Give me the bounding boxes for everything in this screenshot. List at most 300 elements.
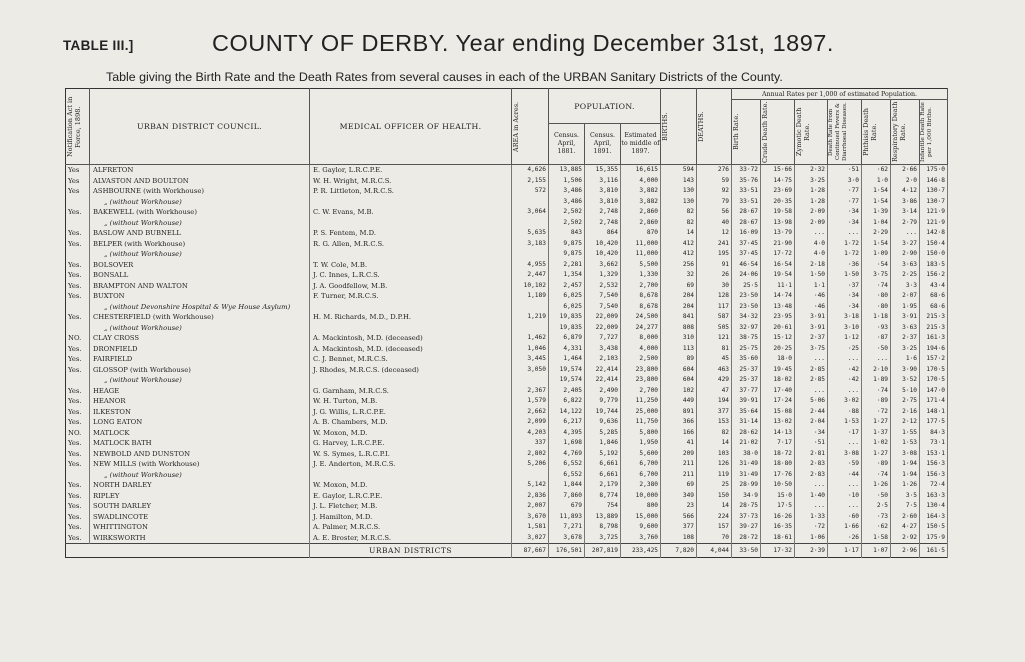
estimated-population: 2,700 <box>621 281 661 292</box>
district-name: „ (without Workhouse) <box>90 470 310 481</box>
area-acres: 5,206 <box>512 459 549 470</box>
estimated-population: 6,700 <box>621 459 661 470</box>
col-crude-death-rate: Crude Death Rate. <box>761 100 795 165</box>
infantile-rate: 215·3 <box>920 323 948 334</box>
census-1891: 9,636 <box>585 417 621 428</box>
infantile-rate: 171·4 <box>920 396 948 407</box>
phthisis-rate: ·50 <box>862 491 891 502</box>
birth-rate: 25·37 <box>732 365 761 376</box>
col-estimated-1897: Estimated to middle of 1897. <box>621 124 661 165</box>
col-respiratory-death-rate: Respiratory Death Rate. <box>891 100 920 165</box>
phthisis-rate: ·74 <box>862 281 891 292</box>
crude-death-rate: 19·58 <box>761 207 795 218</box>
phthisis-rate: 1·26 <box>862 480 891 491</box>
phthisis-rate: ·62 <box>862 522 891 533</box>
table-row <box>66 491 948 502</box>
infantile-rate: 68·6 <box>920 302 948 313</box>
notification-cell <box>66 302 90 313</box>
table-row <box>66 449 948 460</box>
col-population: POPULATION. <box>549 89 661 124</box>
estimated-population: 4,000 <box>621 176 661 187</box>
respiratory-rate: 2·60 <box>891 512 920 523</box>
table-row <box>66 407 948 418</box>
deaths-count: 40 <box>697 218 732 229</box>
births-count: 82 <box>661 207 697 218</box>
deaths-count: 224 <box>697 512 732 523</box>
area-acres: 4,203 <box>512 428 549 439</box>
area-acres: 3,183 <box>512 239 549 250</box>
district-name: ALFRETON <box>90 165 310 176</box>
zymotic-rate: 2·32 <box>795 165 828 176</box>
estimated-population: 5,800 <box>621 428 661 439</box>
table-row <box>66 176 948 187</box>
area-acres: 5,142 <box>512 480 549 491</box>
fevers-rate: ·34 <box>828 302 862 313</box>
census-1891: 6,661 <box>585 459 621 470</box>
deaths-count: 91 <box>697 260 732 271</box>
birth-rate: 35·64 <box>732 407 761 418</box>
census-1881: 6,822 <box>549 396 585 407</box>
infantile-rate: 148·1 <box>920 407 948 418</box>
notification-cell: Yes. <box>66 522 90 533</box>
birth-rate: 39·27 <box>732 522 761 533</box>
respiratory-rate: 2·0 <box>891 176 920 187</box>
birth-rate: 39·91 <box>732 396 761 407</box>
medical-officer: A. E. Broster, M.R.C.S. <box>310 533 512 544</box>
census-1881: 1,464 <box>549 354 585 365</box>
phthisis-rate: 1·89 <box>862 375 891 386</box>
notification-cell: Yes. <box>66 449 90 460</box>
deaths-count: 45 <box>697 354 732 365</box>
census-1881: 1,698 <box>549 438 585 449</box>
infantile-rate: 150·0 <box>920 249 948 260</box>
crude-death-rate: 23·95 <box>761 312 795 323</box>
deaths-count: 153 <box>697 417 732 428</box>
area-acres <box>512 470 549 481</box>
deaths-count: 92 <box>697 186 732 197</box>
area-acres: 1,046 <box>512 344 549 355</box>
area-acres <box>512 323 549 334</box>
zymotic-rate: ·46 <box>795 302 828 313</box>
births-count: 69 <box>661 281 697 292</box>
district-name: „ (without Workhouse) <box>90 218 310 229</box>
census-1891: 2,748 <box>585 218 621 229</box>
fevers-rate: ·60 <box>828 512 862 523</box>
census-1881: 19,574 <box>549 365 585 376</box>
birth-rate: 25·75 <box>732 344 761 355</box>
census-1891: 6,661 <box>585 470 621 481</box>
zymotic-rate: 2·37 <box>795 333 828 344</box>
census-1891: 15,355 <box>585 165 621 176</box>
births-count: 32 <box>661 270 697 281</box>
census-1891: 7,540 <box>585 302 621 313</box>
total-zymotic-rate: 2·39 <box>795 544 828 558</box>
estimated-population: 4,000 <box>621 344 661 355</box>
census-1891: 7,540 <box>585 291 621 302</box>
infantile-rate: 68·6 <box>920 291 948 302</box>
birth-rate: 35·60 <box>732 354 761 365</box>
table-row <box>66 396 948 407</box>
birth-rate: 23·50 <box>732 302 761 313</box>
deaths-count: 14 <box>697 438 732 449</box>
medical-officer: E. Gaylor, L.R.C.P.E. <box>310 165 512 176</box>
table-row <box>66 249 948 260</box>
estimated-population: 8,000 <box>621 333 661 344</box>
respiratory-rate: 3·14 <box>891 207 920 218</box>
medical-officer: R. G. Allen, M.R.C.S. <box>310 239 512 250</box>
phthisis-rate: ·54 <box>862 260 891 271</box>
col-deaths: DEATHS. <box>697 89 732 165</box>
zymotic-rate: 1·28 <box>795 197 828 208</box>
births-count: 310 <box>661 333 697 344</box>
respiratory-rate: 3·90 <box>891 365 920 376</box>
estimated-population: 5,600 <box>621 449 661 460</box>
district-name: NEWBOLD AND DUNSTON <box>90 449 310 460</box>
area-acres: 337 <box>512 438 549 449</box>
deaths-count: 128 <box>697 291 732 302</box>
census-1881: 7,860 <box>549 491 585 502</box>
medical-officer: J. E. Anderton, M.R.C.S. <box>310 459 512 470</box>
phthisis-rate: 1·04 <box>862 218 891 229</box>
col-census-1881: Census. April, 1881. <box>549 124 585 165</box>
area-acres: 3,027 <box>512 533 549 544</box>
births-count: 256 <box>661 260 697 271</box>
deaths-count: 126 <box>697 459 732 470</box>
total-births-count: 7,820 <box>661 544 697 558</box>
fevers-rate: 3·08 <box>828 449 862 460</box>
respiratory-rate: 2·66 <box>891 165 920 176</box>
respiratory-rate: 1·6 <box>891 354 920 365</box>
infantile-rate: 84·3 <box>920 428 948 439</box>
census-1881: 2,457 <box>549 281 585 292</box>
notification-cell: Yes. <box>66 417 90 428</box>
census-1891: 3,810 <box>585 197 621 208</box>
deaths-count: 121 <box>697 333 732 344</box>
phthisis-rate: ·74 <box>862 386 891 397</box>
zymotic-rate: ... <box>795 480 828 491</box>
medical-officer: J. A. Goodfellow, M.B. <box>310 281 512 292</box>
zymotic-rate: 1·33 <box>795 512 828 523</box>
birth-rate: 28·75 <box>732 501 761 512</box>
zymotic-rate: 3·75 <box>795 344 828 355</box>
district-name: WIRKSWORTH <box>90 533 310 544</box>
phthisis-rate: 1·54 <box>862 239 891 250</box>
col-birth-rate: Birth Rate. <box>732 100 761 165</box>
col-census-1891: Census. April, 1891. <box>585 124 621 165</box>
district-name: CLAY CROSS <box>90 333 310 344</box>
zymotic-rate: 5·06 <box>795 396 828 407</box>
table-row <box>66 459 948 470</box>
birth-rate: 38·0 <box>732 449 761 460</box>
respiratory-rate: 3·27 <box>891 239 920 250</box>
deaths-count: 276 <box>697 165 732 176</box>
deaths-count: 150 <box>697 491 732 502</box>
deaths-count: 463 <box>697 365 732 376</box>
notification-cell <box>66 197 90 208</box>
births-count: 108 <box>661 533 697 544</box>
infantile-rate: 175·9 <box>920 533 948 544</box>
crude-death-rate: 20·61 <box>761 323 795 334</box>
crude-death-rate: 17·5 <box>761 501 795 512</box>
area-acres: 2,802 <box>512 449 549 460</box>
births-count: 130 <box>661 197 697 208</box>
area-acres: 3,064 <box>512 207 549 218</box>
district-name: HEANOR <box>90 396 310 407</box>
census-1891: 8,774 <box>585 491 621 502</box>
census-1891: 9,779 <box>585 396 621 407</box>
deaths-count: 70 <box>697 533 732 544</box>
district-name: ILKESTON <box>90 407 310 418</box>
table-row <box>66 365 948 376</box>
deaths-count: 429 <box>697 375 732 386</box>
phthisis-rate: 2·10 <box>862 365 891 376</box>
table-row <box>66 344 948 355</box>
area-acres: 1,579 <box>512 396 549 407</box>
census-1891: 10,420 <box>585 249 621 260</box>
deaths-count: 12 <box>697 228 732 239</box>
infantile-rate: 177·5 <box>920 417 948 428</box>
notification-cell <box>66 218 90 229</box>
birth-rate: 33·51 <box>732 186 761 197</box>
births-count: 604 <box>661 375 697 386</box>
district-name: NORTH DARLEY <box>90 480 310 491</box>
census-1881: 9,875 <box>549 249 585 260</box>
respiratory-rate: 3·3 <box>891 281 920 292</box>
respiratory-rate: 3·91 <box>891 312 920 323</box>
area-acres <box>512 249 549 260</box>
total-deaths-count: 4,044 <box>697 544 732 558</box>
crude-death-rate: 18·02 <box>761 375 795 386</box>
birth-rate: 23·50 <box>732 291 761 302</box>
crude-death-rate: 23·69 <box>761 186 795 197</box>
medical-officer: J. L. Fletcher, M.B. <box>310 501 512 512</box>
fevers-rate: ·17 <box>828 428 862 439</box>
zymotic-rate: 1·28 <box>795 186 828 197</box>
infantile-rate: 215·3 <box>920 312 948 323</box>
estimated-population: 2,500 <box>621 354 661 365</box>
census-1891: 13,889 <box>585 512 621 523</box>
fevers-rate: ·44 <box>828 470 862 481</box>
district-name: BELPER (with Workhouse) <box>90 239 310 250</box>
col-births: BIRTHS. <box>661 89 697 165</box>
zymotic-rate: ·72 <box>795 522 828 533</box>
medical-officer: C. W. Evans, M.B. <box>310 207 512 218</box>
medical-officer: P. R. Littleton, M.R.C.S. <box>310 186 512 197</box>
fevers-rate: 3·10 <box>828 323 862 334</box>
total-infantile-rate: 161·5 <box>920 544 948 558</box>
area-acres: 2,836 <box>512 491 549 502</box>
respiratory-rate: 7·5 <box>891 501 920 512</box>
estimated-population: 3,760 <box>621 533 661 544</box>
deaths-count: 194 <box>697 396 732 407</box>
respiratory-rate: 2·79 <box>891 218 920 229</box>
medical-officer: A. B. Chambers, M.D. <box>310 417 512 428</box>
birth-rate: 33·51 <box>732 197 761 208</box>
notification-cell: Yes. <box>66 260 90 271</box>
respiratory-rate: 1·53 <box>891 438 920 449</box>
zymotic-rate: 3·25 <box>795 176 828 187</box>
births-count: 412 <box>661 239 697 250</box>
census-1881: 4,331 <box>549 344 585 355</box>
total-crude-death-rate: 17·32 <box>761 544 795 558</box>
census-1891: 1,329 <box>585 270 621 281</box>
estimated-population: 3,882 <box>621 186 661 197</box>
births-count: 604 <box>661 365 697 376</box>
area-acres: 1,462 <box>512 333 549 344</box>
infantile-rate: 130·7 <box>920 197 948 208</box>
respiratory-rate: 1·26 <box>891 480 920 491</box>
fevers-rate: 1·12 <box>828 333 862 344</box>
crude-death-rate: 20·25 <box>761 344 795 355</box>
district-name: HEAGE <box>90 386 310 397</box>
birth-rate: 37·45 <box>732 239 761 250</box>
crude-death-rate: 21·90 <box>761 239 795 250</box>
medical-officer: A. Mackintosh, M.D. (deceased) <box>310 333 512 344</box>
birth-rate: 24·06 <box>732 270 761 281</box>
fevers-rate: ·42 <box>828 365 862 376</box>
infantile-rate: 142·8 <box>920 228 948 239</box>
total-census-1891: 207,819 <box>585 544 621 558</box>
notification-cell: Yes. <box>66 438 90 449</box>
census-1881: 1,354 <box>549 270 585 281</box>
infantile-rate: 130·4 <box>920 501 948 512</box>
medical-officer: C. J. Bennet, M.R.C.S. <box>310 354 512 365</box>
total-phthisis-rate: 1·07 <box>862 544 891 558</box>
col-zymotic-death-rate: Zymotic Death Rate. <box>795 100 828 165</box>
infantile-rate: 163·3 <box>920 491 948 502</box>
birth-rate: 31·14 <box>732 417 761 428</box>
district-name: „ (without Devonshire Hospital & Wye House Asylum) <box>90 302 310 313</box>
area-acres: 4,626 <box>512 165 549 176</box>
area-acres <box>512 218 549 229</box>
infantile-rate: 194·6 <box>920 344 948 355</box>
deaths-count: 117 <box>697 302 732 313</box>
phthisis-rate: 1·39 <box>862 207 891 218</box>
table-row <box>66 312 948 323</box>
census-1891: 8,798 <box>585 522 621 533</box>
notification-cell <box>66 249 90 260</box>
medical-officer: P. S. Fentem, M.D. <box>310 228 512 239</box>
respiratory-rate: 5·10 <box>891 386 920 397</box>
crude-death-rate: 17·76 <box>761 470 795 481</box>
medical-officer: W. H. Wright, M.R.C.S. <box>310 176 512 187</box>
zymotic-rate: ... <box>795 386 828 397</box>
births-count: 204 <box>661 291 697 302</box>
infantile-rate: 72·4 <box>920 480 948 491</box>
district-name: NEW MILLS (with Workhouse) <box>90 459 310 470</box>
deaths-count: 377 <box>697 407 732 418</box>
zymotic-rate: 2·09 <box>795 218 828 229</box>
zymotic-rate: 2·83 <box>795 459 828 470</box>
births-count: 41 <box>661 438 697 449</box>
zymotic-rate: 4·0 <box>795 249 828 260</box>
phthisis-rate: ·93 <box>862 323 891 334</box>
zymotic-rate: ... <box>795 354 828 365</box>
medical-officer <box>310 249 512 260</box>
census-1891: 7,727 <box>585 333 621 344</box>
deaths-count: 103 <box>697 449 732 460</box>
phthisis-rate: 1·27 <box>862 417 891 428</box>
respiratory-rate: 2·07 <box>891 291 920 302</box>
estimated-population: 2,700 <box>621 386 661 397</box>
fevers-rate: 1·66 <box>828 522 862 533</box>
census-1881: 6,217 <box>549 417 585 428</box>
area-acres: 2,662 <box>512 407 549 418</box>
notification-cell <box>66 323 90 334</box>
medical-officer: H. M. Richards, M.D., D.P.H. <box>310 312 512 323</box>
census-1881: 6,025 <box>549 291 585 302</box>
notification-cell: Yes. <box>66 344 90 355</box>
area-acres <box>512 197 549 208</box>
zymotic-rate: 1·40 <box>795 491 828 502</box>
estimated-population: 5,500 <box>621 260 661 271</box>
phthisis-rate: 3·75 <box>862 270 891 281</box>
medical-officer: W. S. Symes, L.R.C.P.I. <box>310 449 512 460</box>
birth-rate: 28·67 <box>732 218 761 229</box>
district-name: MATLOCK <box>90 428 310 439</box>
births-count: 143 <box>661 176 697 187</box>
deaths-count: 81 <box>697 344 732 355</box>
estimated-population: 11,000 <box>621 249 661 260</box>
phthisis-rate: ·50 <box>862 344 891 355</box>
birth-rate: 21·02 <box>732 438 761 449</box>
census-1881: 9,875 <box>549 239 585 250</box>
census-1881: 6,552 <box>549 459 585 470</box>
notification-cell: Yes. <box>66 270 90 281</box>
census-1881: 19,835 <box>549 312 585 323</box>
fevers-rate: ·59 <box>828 459 862 470</box>
deaths-count: 119 <box>697 470 732 481</box>
infantile-rate: 164·3 <box>920 512 948 523</box>
census-1891: 3,116 <box>585 176 621 187</box>
census-1881: 843 <box>549 228 585 239</box>
table-row <box>66 228 948 239</box>
respiratory-rate: 1·55 <box>891 428 920 439</box>
phthisis-rate: 1·0 <box>862 176 891 187</box>
zymotic-rate: ·46 <box>795 291 828 302</box>
birth-rate: 34·9 <box>732 491 761 502</box>
estimated-population: 11,000 <box>621 239 661 250</box>
census-1881: 4,769 <box>549 449 585 460</box>
estimated-population: 23,800 <box>621 365 661 376</box>
phthisis-rate: 1·37 <box>862 428 891 439</box>
table-subtitle: Table giving the Birth Rate and the Death Rates from several causes in each of the URBAN Sanitary Districts of the County. <box>106 70 783 84</box>
medical-officer: J. Rhodes, M.R.C.S. (deceased) <box>310 365 512 376</box>
notification-cell: Yes. <box>66 480 90 491</box>
census-1891: 3,810 <box>585 186 621 197</box>
medical-officer <box>310 218 512 229</box>
table-row <box>66 333 948 344</box>
respiratory-rate: 4·27 <box>891 522 920 533</box>
medical-officer: G. Garnham, M.R.C.S. <box>310 386 512 397</box>
area-acres: 2,367 <box>512 386 549 397</box>
fevers-rate: ... <box>828 228 862 239</box>
crude-death-rate: 19·54 <box>761 270 795 281</box>
census-1891: 22,009 <box>585 323 621 334</box>
table-row <box>66 270 948 281</box>
table-row <box>66 302 948 313</box>
zymotic-rate: ·34 <box>795 428 828 439</box>
births-count: 166 <box>661 428 697 439</box>
estimated-population: 15,000 <box>621 512 661 523</box>
deaths-count: 195 <box>697 249 732 260</box>
deaths-count: 26 <box>697 270 732 281</box>
fevers-rate: ·77 <box>828 186 862 197</box>
census-1891: 864 <box>585 228 621 239</box>
phthisis-rate: ·73 <box>862 512 891 523</box>
census-1891: 3,438 <box>585 344 621 355</box>
area-acres: 4,955 <box>512 260 549 271</box>
